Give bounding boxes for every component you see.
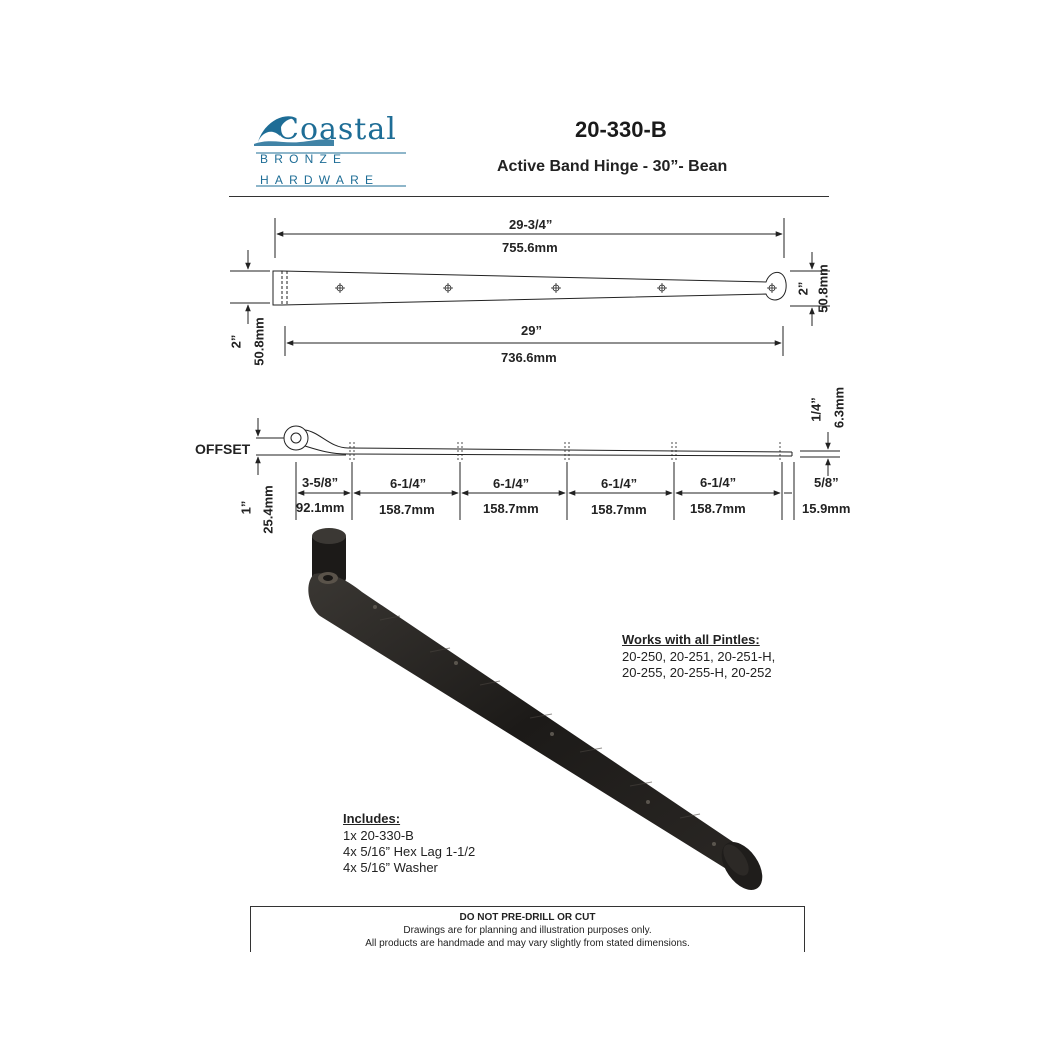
segment-1-in: 3-5/8” <box>302 475 339 490</box>
disclaimer-box <box>250 906 805 952</box>
brand-line-bronze: BRONZE <box>260 152 348 166</box>
thickness-mm: 6.3mm <box>831 386 847 429</box>
includes-item: 4x 5/16” Washer <box>343 860 438 875</box>
offset-in: 1” <box>238 500 254 515</box>
segment-5-mm: 158.7mm <box>690 501 746 516</box>
pintles-line-1: 20-250, 20-251, 20-251-H, <box>622 649 776 664</box>
pintles-line-2: 20-255, 20-255-H, 20-252 <box>622 665 772 680</box>
includes-item: 1x 20-330-B <box>343 828 414 843</box>
strap-length-mm: 736.6mm <box>501 350 557 365</box>
right-height-mm: 50.8mm <box>815 264 831 313</box>
left-height-mm: 50.8mm <box>251 317 267 366</box>
disclaimer-title: DO NOT PRE-DRILL OR CUT <box>459 912 596 923</box>
segment-6-in: 5/8” <box>814 475 839 490</box>
segment-4-mm: 158.7mm <box>591 502 647 517</box>
segment-4-in: 6-1/4” <box>601 476 638 491</box>
segment-3-in: 6-1/4” <box>493 476 530 491</box>
includes-item: 4x 5/16” Hex Lag 1-1/2 <box>343 844 476 859</box>
segment-2-mm: 158.7mm <box>379 502 435 517</box>
pintles-list <box>622 649 775 681</box>
right-height-in: 2” <box>795 281 811 296</box>
thickness-in: 1/4” <box>808 397 824 422</box>
includes-heading: Includes: <box>343 811 401 826</box>
part-number: 20-330-B <box>575 117 667 142</box>
disclaimer-line-1: Drawings are for planning and illustration purposes only. <box>403 925 652 936</box>
offset-label: OFFSET <box>195 441 251 457</box>
brand-name: Coastal <box>276 112 397 147</box>
left-height-in: 2” <box>228 334 244 349</box>
segment-2-in: 6-1/4” <box>390 476 427 491</box>
brand-line-hardware: HARDWARE <box>260 173 380 187</box>
overall-length-mm: 755.6mm <box>502 240 558 255</box>
overall-length-in: 29-3/4” <box>509 217 553 232</box>
pintles-heading: Works with all Pintles: <box>622 632 760 647</box>
segment-1-mm: 92.1mm <box>296 500 345 515</box>
includes-list <box>343 828 475 876</box>
segment-6-mm: 15.9mm <box>802 501 851 516</box>
segment-3-mm: 158.7mm <box>483 501 539 516</box>
segment-5-in: 6-1/4” <box>700 475 737 490</box>
disclaimer-line-2: All products are handmade and may vary slightly from stated dimensions. <box>365 938 690 949</box>
part-title: Active Band Hinge - 30”- Bean <box>497 158 728 175</box>
strap-length-in: 29” <box>521 323 542 338</box>
offset-mm: 25.4mm <box>260 485 276 534</box>
